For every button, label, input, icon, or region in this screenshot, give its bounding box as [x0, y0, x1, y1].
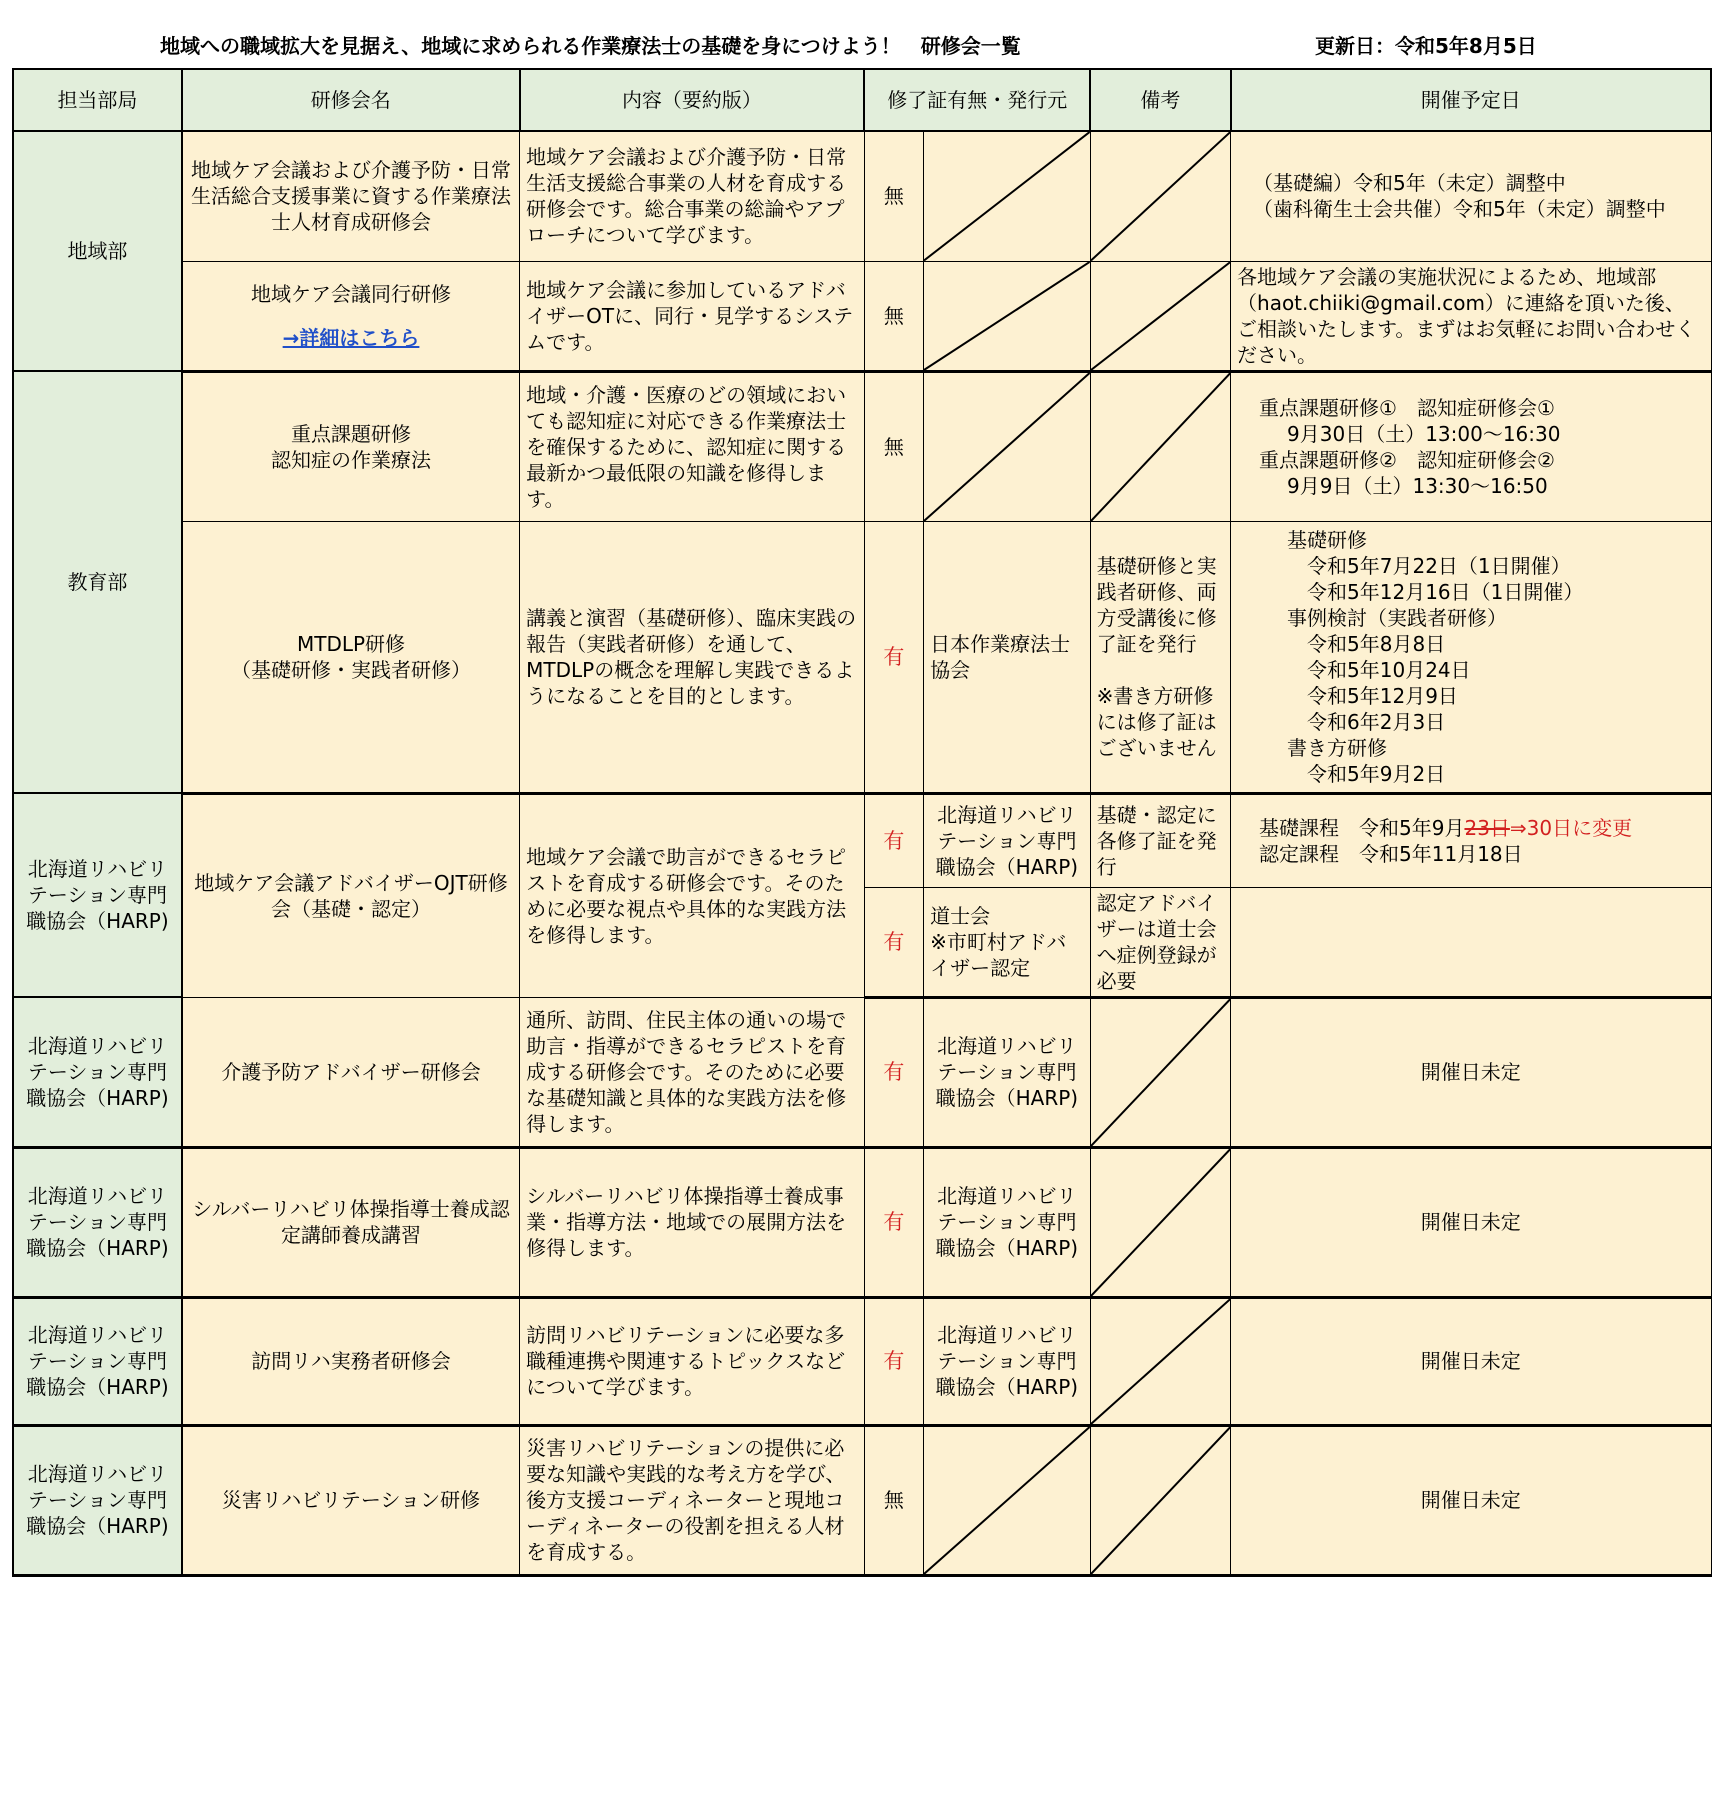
schedule-line: 認定課程 令和5年11月18日	[1259, 841, 1523, 866]
dept-kyoiku: 教育部	[13, 371, 182, 793]
certificate-flag: 無	[864, 371, 923, 521]
empty-slash-cell	[924, 1425, 1091, 1575]
table-row	[13, 793, 1711, 887]
training-content: シルバーリハビリ体操指導士養成事業・指導方法・地域での展開方法を修得します。	[520, 1147, 865, 1297]
schedule-line: （基礎編）令和5年（未定）調整中	[1253, 171, 1566, 196]
schedule-cell: 開催日未定	[1231, 1147, 1711, 1297]
notes-cell: 基礎研修と実践者研修、両方受講後に修了証を発行 ※書き方研修には修了証はございません	[1090, 521, 1230, 793]
header-content: 内容（要約版）	[520, 69, 865, 131]
training-name: 地域ケア会議アドバイザーOJT研修会（基礎・認定）	[182, 793, 520, 997]
page-title: 地域への職域拡大を見据え、地域に求められる作業療法士の基礎を身につけよう！ 研修会一覧	[160, 34, 1021, 58]
training-content: 地域・介護・医療のどの領域においても認知症に対応できる作業療法士を確保するために、認知症に関する最新かつ最低限の知識を修得します。	[520, 371, 865, 521]
schedule-line: 基礎研修	[1287, 527, 1368, 552]
updated-date: 更新日：令和5年8月5日	[1315, 34, 1537, 58]
header-name: 研修会名	[182, 69, 520, 131]
empty-slash-cell	[924, 131, 1091, 261]
schedule-cell-empty	[1231, 887, 1711, 997]
schedule-line: 9月9日（土）13:30～16:50	[1287, 473, 1548, 498]
schedule-line: 書き方研修	[1287, 735, 1388, 760]
schedule-cell: 開催日未定	[1231, 1425, 1711, 1575]
changed-date: ⇒30日に変更	[1509, 815, 1633, 840]
table-row	[13, 371, 1711, 521]
header-dept: 担当部局	[13, 69, 182, 131]
empty-slash-cell	[1090, 997, 1230, 1147]
training-name-cell	[182, 261, 520, 371]
dept-harp: 北海道リハビリテーション専門職協会（HARP)	[13, 997, 182, 1147]
certificate-issuer: 日本作業療法士協会	[924, 521, 1091, 793]
empty-slash-cell	[1090, 1425, 1230, 1575]
schedule-line: （歯科衛生士会共催）令和5年（未定）調整中	[1253, 197, 1666, 222]
certificate-flag: 無	[864, 131, 923, 261]
training-name: 訪問リハ実務者研修会	[182, 1297, 520, 1425]
training-content: 地域ケア会議に参加しているアドバイザーOTに、同行・見学するシステムです。	[520, 261, 865, 371]
table-row	[13, 261, 1711, 371]
schedule-cell	[1231, 521, 1711, 793]
schedule-line: 令和5年8月8日	[1307, 631, 1446, 656]
training-name: 地域ケア会議同行研修	[251, 281, 451, 306]
schedule-line: 事例検討（実践者研修）	[1287, 605, 1508, 630]
table-row	[13, 131, 1711, 261]
table-row	[13, 997, 1711, 1147]
certificate-flag: 有	[864, 1147, 923, 1297]
dept-chiiki: 地域部	[13, 131, 182, 371]
empty-slash-cell	[924, 371, 1091, 521]
certificate-flag: 無	[864, 261, 923, 371]
certificate-issuer: 北海道リハビリテーション専門職協会（HARP)	[924, 997, 1091, 1147]
certificate-flag: 有	[864, 793, 923, 887]
table-row	[13, 521, 1711, 793]
certificate-issuer: 北海道リハビリテーション専門職協会（HARP)	[924, 793, 1091, 887]
details-link[interactable]: →詳細はこちら	[282, 325, 420, 350]
dept-harp: 北海道リハビリテーション専門職協会（HARP)	[13, 1297, 182, 1425]
header-certificate: 修了証有無・発行元	[864, 69, 1090, 131]
training-content: 災害リハビリテーションの提供に必要な知識や実践的な考え方を学び、後方支援コーディネーターと現地コーディネーターの役割を担える人材を育成する。	[520, 1425, 865, 1575]
schedule-cell: 開催日未定	[1231, 997, 1711, 1147]
empty-slash-cell	[1090, 261, 1230, 371]
empty-slash-cell	[1090, 371, 1230, 521]
dept-harp: 北海道リハビリテーション専門職協会（HARP)	[13, 793, 182, 997]
schedule-line: 令和6年2月3日	[1307, 709, 1446, 734]
training-name: 災害リハビリテーション研修	[182, 1425, 520, 1575]
struck-date: 23日	[1464, 815, 1510, 840]
certificate-issuer: 道士会 ※市町村アドバイザー認定	[924, 887, 1091, 997]
certificate-flag: 有	[864, 1297, 923, 1425]
training-name: シルバーリハビリ体操指導士養成認定講師養成講習	[182, 1147, 520, 1297]
schedule-line	[1237, 815, 1704, 841]
header-schedule: 開催予定日	[1231, 69, 1711, 131]
table-row	[13, 1297, 1711, 1425]
training-content: 訪問リハビリテーションに必要な多職種連携や関連するトピックスなどについて学びます。	[520, 1297, 865, 1425]
notes-cell: 基礎・認定に各修了証を発行	[1090, 793, 1230, 887]
training-name: MTDLP研修 （基礎研修・実践者研修）	[182, 521, 520, 793]
schedule-line: 重点課題研修① 認知症研修会①	[1259, 395, 1555, 420]
page-title-bar	[160, 30, 1580, 64]
notes-cell: 認定アドバイザーは道士会へ症例登録が必要	[1090, 887, 1230, 997]
dept-harp: 北海道リハビリテーション専門職協会（HARP)	[13, 1147, 182, 1297]
training-name: 重点課題研修 認知症の作業療法	[182, 371, 520, 521]
certificate-flag: 有	[864, 997, 923, 1147]
certificate-flag: 有	[864, 521, 923, 793]
table-header-row	[13, 69, 1711, 131]
empty-slash-cell	[1090, 131, 1230, 261]
schedule-cell	[1231, 371, 1711, 521]
training-content: 地域ケア会議および介護予防・日常生活支援総合事業の人材を育成する研修会です。総合事業の総論やアプローチについて学びます。	[520, 131, 865, 261]
header-notes: 備考	[1090, 69, 1230, 131]
schedule-line: 令和5年12月9日	[1307, 683, 1458, 708]
schedule-line: 令和5年10月24日	[1307, 657, 1471, 682]
schedule-text: 基礎課程 令和5年9月	[1259, 815, 1465, 840]
schedule-cell: 開催日未定	[1231, 1297, 1711, 1425]
training-name: 介護予防アドバイザー研修会	[182, 997, 520, 1147]
table-row	[13, 1425, 1711, 1575]
training-table	[12, 68, 1712, 1577]
training-name: 地域ケア会議および介護予防・日常生活総合支援事業に資する作業療法士人材育成研修会	[182, 131, 520, 261]
empty-slash-cell	[1090, 1297, 1230, 1425]
certificate-flag: 有	[864, 887, 923, 997]
schedule-cell	[1231, 793, 1711, 887]
schedule-line: 重点課題研修② 認知症研修会②	[1259, 447, 1555, 472]
certificate-issuer: 北海道リハビリテーション専門職協会（HARP)	[924, 1297, 1091, 1425]
training-content: 講義と演習（基礎研修）、臨床実践の報告（実践者研修）を通して、MTDLPの概念を理解し実践できるようになることを目的とします。	[520, 521, 865, 793]
schedule-line: 令和5年7月22日（1日開催）	[1307, 553, 1571, 578]
dept-harp: 北海道リハビリテーション専門職協会（HARP)	[13, 1425, 182, 1575]
empty-slash-cell	[924, 261, 1091, 371]
certificate-issuer: 北海道リハビリテーション専門職協会（HARP)	[924, 1147, 1091, 1297]
schedule-line: 令和5年9月2日	[1307, 761, 1446, 786]
empty-slash-cell	[1090, 1147, 1230, 1297]
training-content: 通所、訪問、住民主体の通いの場で助言・指導ができるセラピストを育成する研修会です。そのために必要な基礎知識と具体的な実践方法を修得します。	[520, 997, 865, 1147]
certificate-flag: 無	[864, 1425, 923, 1575]
schedule-cell: 各地域ケア会議の実施状況によるため、地域部（haot.chiiki@gmail.com）に連絡を頂いた後、ご相談いたします。まずはお気軽にお問い合わせください。	[1231, 261, 1711, 371]
schedule-cell	[1231, 131, 1711, 261]
training-content: 地域ケア会議で助言ができるセラピストを育成する研修会です。そのために必要な視点や具体的な実践方法を修得します。	[520, 793, 865, 997]
schedule-line: 令和5年12月16日（1日開催）	[1307, 579, 1584, 604]
table-row	[13, 1147, 1711, 1297]
schedule-line: 9月30日（土）13:00～16:30	[1287, 421, 1561, 446]
